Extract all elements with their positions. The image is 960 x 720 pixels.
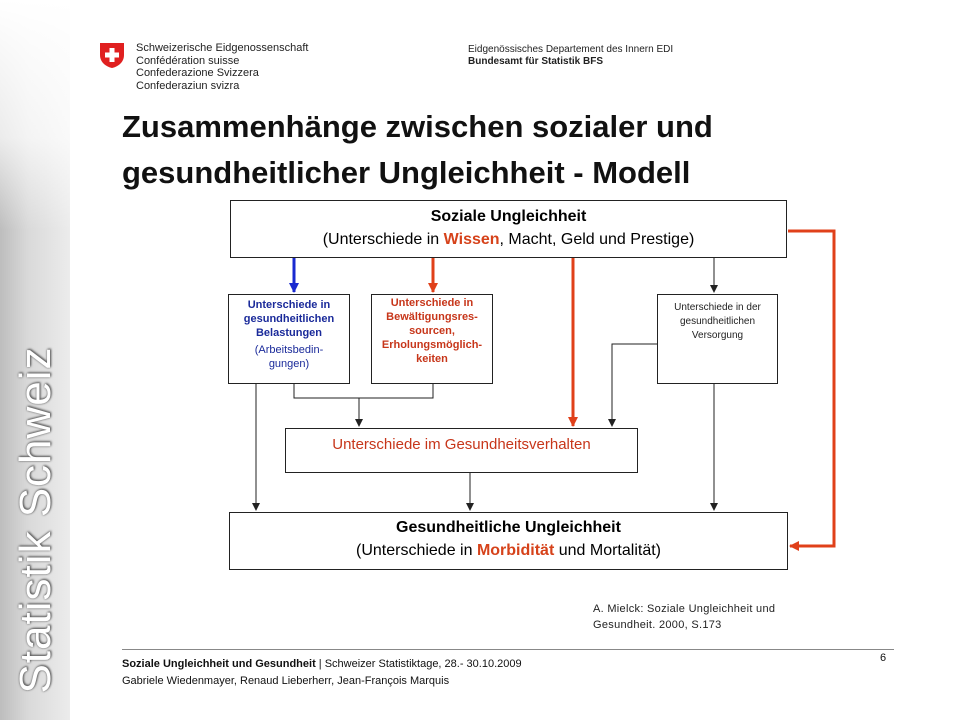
brand-vertical-text: Statistik Schweiz (11, 346, 60, 694)
department-name: Eidgenössisches Departement des Innern EDI (468, 44, 674, 55)
box-top-subtitle (231, 228, 786, 252)
box-belastungen-line: gesundheitlichen (243, 313, 335, 325)
box-bottom-title: Gesundheitliche Ungleichheit (396, 519, 621, 536)
slide-title-line-2: gesundheitlicher Ungleichheit - Modell (122, 155, 691, 190)
box-top-title: Soziale Ungleichheit (430, 208, 587, 225)
box-bottom-subtitle (230, 539, 787, 563)
box-belastungen-sub: gungen) (268, 358, 310, 370)
box-bottom-subtitle-suffix: und Mortalität) (554, 542, 661, 559)
org-line-de: Schweizerische Eidgenossenschaft (136, 42, 309, 54)
box-bewaeltigung (371, 294, 493, 384)
org-line-rm: Confederaziun svizra (136, 79, 240, 92)
box-bewaeltigung-line: Erholungsmöglich- (381, 339, 483, 351)
box-belastungen-sub: (Arbeitsbedin- (254, 344, 324, 356)
org-line-it: Confederazione Svizzera (136, 67, 259, 79)
box-versorgung-line: gesundheitlichen (679, 316, 756, 327)
arrow-boxes-to-verhalten (294, 384, 433, 398)
arrow-versorgung-to-verhalten (612, 344, 657, 426)
box-soziale-ungleichheit (230, 200, 787, 258)
footer-title-rest: | Schweizer Statistiktage, 28.- 30.10.2009 (315, 658, 522, 670)
box-bottom-highlight: Morbidität (476, 542, 555, 559)
footer-authors: Gabriele Wiedenmayer, Renaud Lieberherr, Jean-François Marquis (122, 675, 450, 687)
slide-title-line-1: Zusammenhänge zwischen sozialer und (122, 109, 713, 144)
box-versorgung-line: Versorgung (691, 330, 744, 341)
box-bewaeltigung-line: sourcen, (409, 325, 455, 337)
box-bewaeltigung-line: keiten (416, 353, 448, 365)
box-versorgung-line: Unterschiede in der (674, 302, 761, 313)
box-bewaeltigung-line: Unterschiede in (390, 297, 474, 309)
arrow-top-to-gesundheit (788, 231, 834, 546)
box-gesundheitsverhalten (285, 428, 638, 473)
box-top-subtitle-suffix: , Macht, Geld und Prestige) (499, 231, 695, 248)
box-belastungen-line: Belastungen (255, 327, 322, 339)
box-belastungen-line: Unterschiede in (247, 299, 331, 311)
citation (593, 601, 775, 633)
citation-line: Gesundheit. 2000, S.173 (593, 619, 722, 631)
footer-divider (122, 649, 894, 650)
box-top-subtitle-prefix: (Unterschiede in (322, 231, 444, 248)
box-top-highlight: Wissen (443, 231, 500, 248)
box-gesundheitliche-ungleichheit (229, 512, 788, 570)
box-bottom-subtitle-prefix: (Unterschiede in (356, 542, 477, 559)
footer-title (122, 657, 522, 671)
footer-title-bold: Soziale Ungleichheit und Gesundheit (122, 658, 316, 670)
box-mid-text: Unterschiede im Gesundheitsverhalten (332, 436, 591, 453)
box-bewaeltigung-line: Bewältigungsres- (386, 311, 478, 323)
page-number: 6 (880, 652, 887, 664)
org-line-fr: Confédération suisse (136, 54, 240, 67)
citation-line: A. Mielck: Soziale Ungleichheit und (593, 603, 776, 615)
box-belastungen (228, 294, 350, 384)
box-versorgung (657, 294, 778, 384)
office-name: Bundesamt für Statistik BFS (468, 56, 604, 67)
